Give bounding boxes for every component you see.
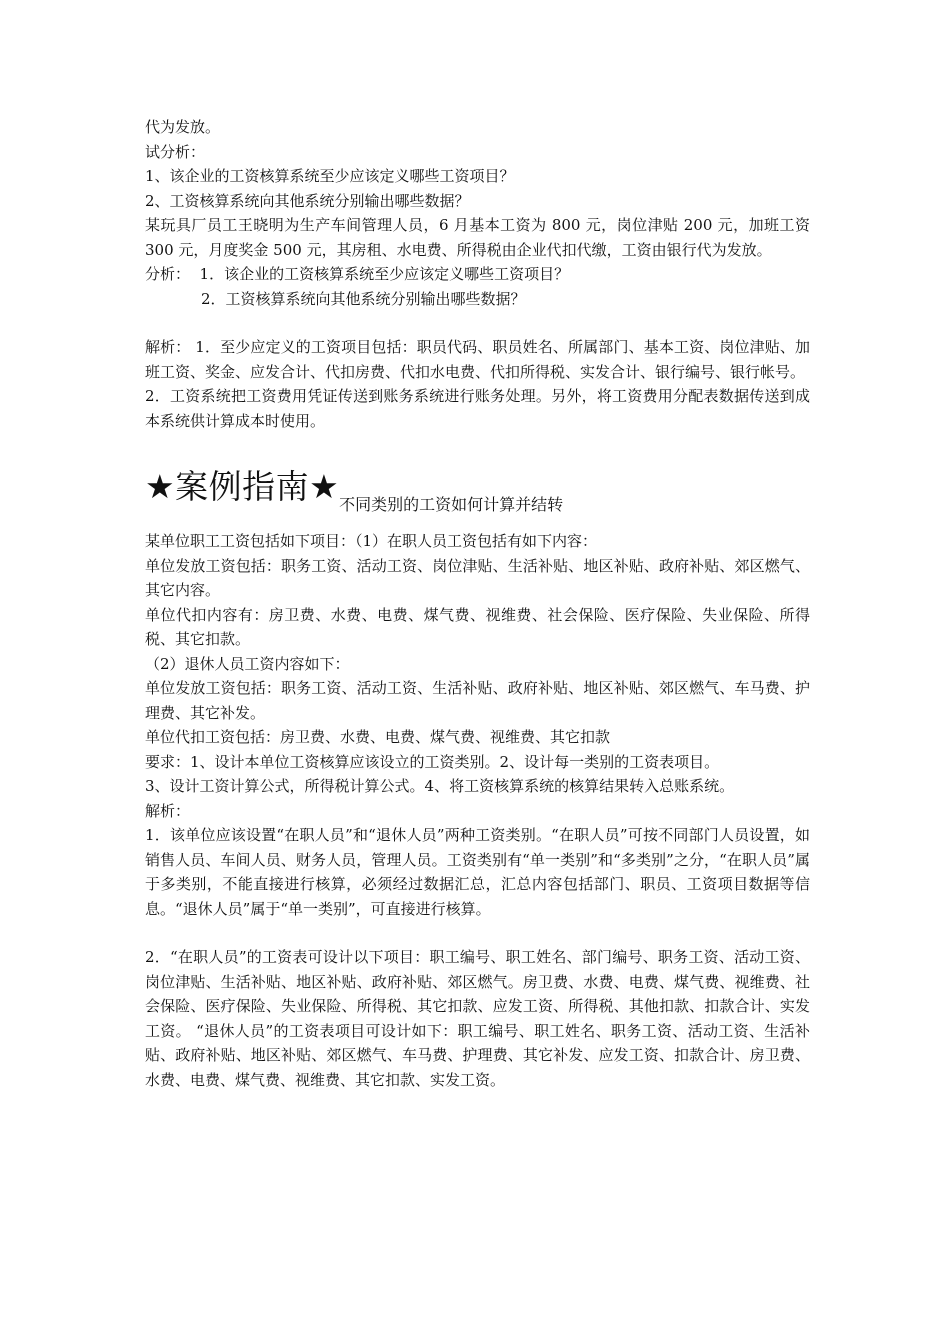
paragraph: 试分析： — [145, 142, 206, 161]
section-heading — [145, 467, 810, 529]
document-body — [145, 115, 810, 1092]
spacer — [145, 433, 810, 467]
paragraph: 代为发放。 — [145, 118, 221, 136]
paragraph: 单位代扣内容有：房卫费、水费、电费、煤气费、视维费、社会保险、医疗保险、失业保险、所得税、其它扣款。 — [145, 605, 810, 648]
paragraph: 1、该企业的工资核算系统至少应该定义哪些工资项目？ — [145, 167, 515, 185]
paragraph: 2．工资系统把工资费用凭证传送到账务系统进行账务处理。另外，将工资费用分配表数据传送到成本系统供计算成本时使用。 — [145, 387, 810, 430]
heading-title: ★案例指南★ — [145, 467, 340, 506]
paragraph: 1．该单位应该设置“在职人员”和“退休人员”两种工资类别。“在职人员”可按不同部门人员设置，如销售人员、车间人员、财务人员，管理人员。工资类别有“单一类别”和“多类别”之分，“在职人员”属于多类别，不能直接进行核算，必须经过数据汇总，汇总内容包括部门、职员、工资项目数据等信息。“退休人员”属于“单一类别”，可直接进行核算。 — [145, 826, 810, 918]
paragraph: 某玩具厂员工王晓明为生产车间管理人员，6 月基本工资为 800 元，岗位津贴 200 元，加班工资 300 元，月度奖金 500 元，其房租、水电费、所得税由企业代扣代缴，工资由银行代为发放。 — [145, 216, 810, 259]
spacer — [145, 921, 810, 945]
paragraph: 3、设计工资计算公式，所得税计算公式。4、将工资核算系统的核算结果转入总账系统。 — [145, 777, 735, 795]
paragraph: 单位发放工资包括：职务工资、活动工资、岗位津贴、生活补贴、地区补贴、政府补贴、郊区燃气、其它内容。 — [145, 556, 810, 599]
heading-subtitle: 不同类别的工资如何计算并结转 — [339, 495, 564, 514]
paragraph: 2．“在职人员”的工资表可设计以下项目：职工编号、职工姓名、部门编号、职务工资、活动工资、岗位津贴、生活补贴、地区补贴、政府补贴、郊区燃气。房卫费、水费、电费、煤气费、视维费、社会保险、医疗保险、失业保险、所得税、其它扣款、应发工资、所得税、其他扣款、扣款合计、实发工资。 “退休人员”的工资表项目可设计如下：职工编号、职工姓名、职务工资、活动工资、生活补贴、政府补贴、地区补贴、郊区燃气、车马费、护理费、其它补发、应发工资、扣款合计、房卫费、水费、电费、煤气费、视维费、其它扣款、实发工资。 — [145, 948, 810, 1089]
paragraph: 分析： 1．该企业的工资核算系统至少应该定义哪些工资项目？ — [145, 265, 570, 283]
paragraph: 解析： 1．至少应定义的工资项目包括：职员代码、职员姓名、所属部门、基本工资、岗位津贴、加班工资、奖金、应发合计、代扣房费、代扣水电费、代扣所得税、实发合计、银行编号、银行帐号。 — [145, 338, 810, 381]
paragraph: （2）退休人员工资内容如下： — [145, 654, 350, 673]
paragraph: 2．工资核算系统向其他系统分别输出哪些数据？ — [201, 289, 526, 308]
paragraph: 单位发放工资包括：职务工资、活动工资、生活补贴、政府补贴、地区补贴、郊区燃气、车马费、护理费、其它补发。 — [145, 679, 810, 722]
paragraph: 解析： — [145, 801, 191, 820]
spacer — [145, 311, 810, 335]
paragraph: 单位代扣工资包括：房卫费、水费、电费、煤气费、视维费、其它扣款 — [145, 728, 611, 746]
paragraph: 2、工资核算系统向其他系统分别输出哪些数据？ — [145, 191, 470, 210]
paragraph: 某单位职工工资包括如下项目：（1）在职人员工资包括有如下内容： — [145, 532, 598, 550]
paragraph: 要求：1、设计本单位工资核算应该设立的工资类别。2、设计每一类别的工资表项目。 — [145, 752, 720, 771]
